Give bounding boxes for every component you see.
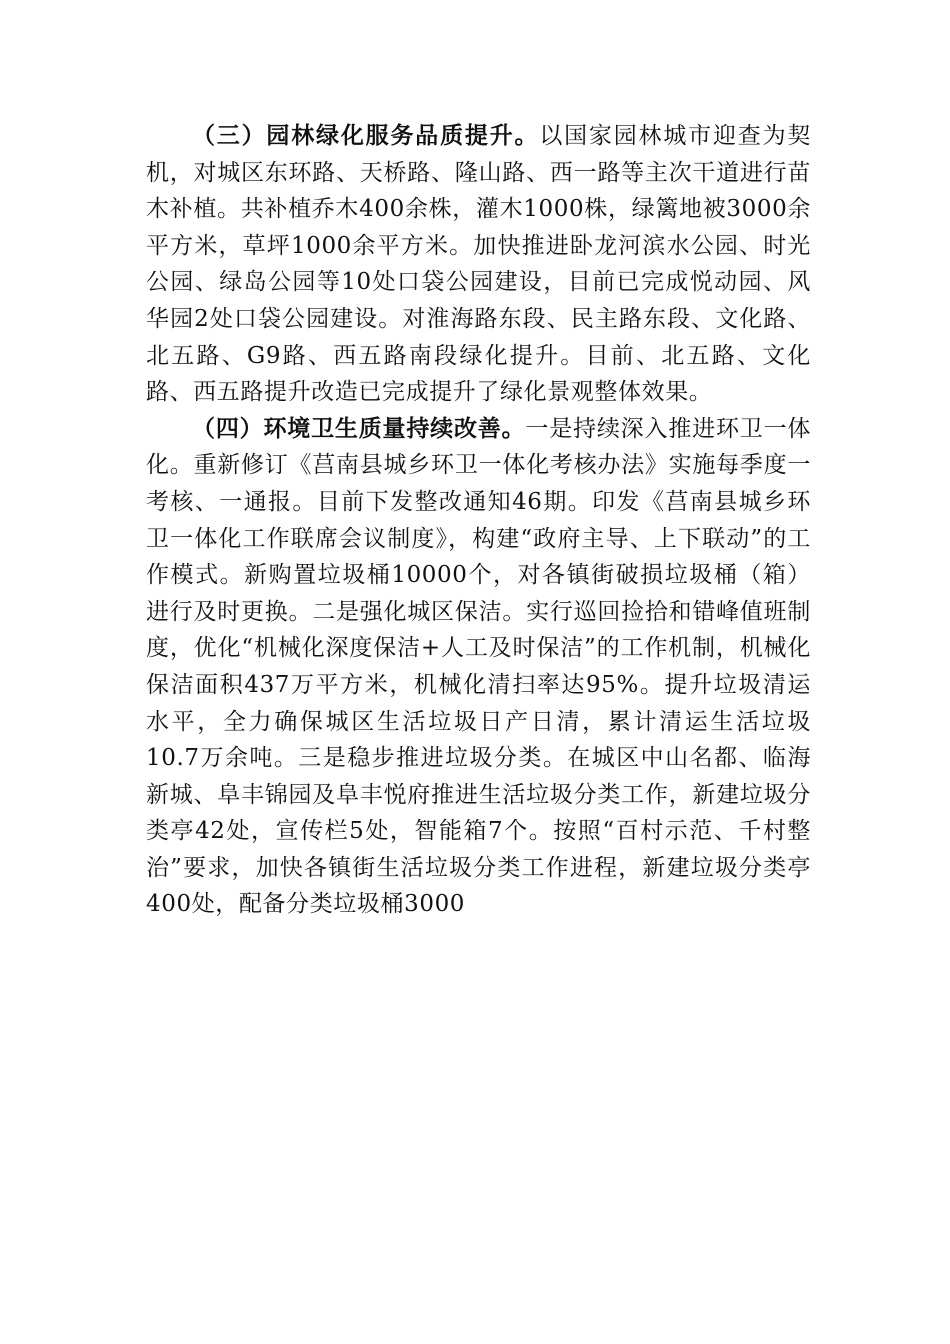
paragraph-landscaping (146, 118, 811, 411)
paragraph-heading: （三）园林绿化服务品质提升。 (192, 122, 540, 149)
paragraph-sanitation (146, 411, 811, 923)
document-body (146, 118, 811, 923)
paragraph-text: 一是持续深入推进环卫一体化。重新修订《莒南县城乡环卫一体化考核办法》实施每季度一考核、一通报。目前下发整改通知46期。印发《莒南县城乡环卫一体化工作联席会议制度》，构建“政府主导、上下联动”的工作模式。新购置垃圾桶10000个，对各镇街破损垃圾桶（箱）进行及时更换。二是强化城区保洁。实行巡回捡拾和错峰值班制度，优化“机械化深度保洁+人工及时保洁”的工作机制，机械化保洁面积437万平方米，机械化清扫率达95%。提升垃圾清运水平，全力确保城区生活垃圾日产日清，累计清运生活垃圾10.7万余吨。三是稳步推进垃圾分类。在城区中山名都、临海新城、阜丰锦园及阜丰悦府推进生活垃圾分类工作，新建垃圾分类亭42处，宣传栏5处，智能箱7个。按照“百村示范、千村整治”要求，加快各镇街生活垃圾分类工作进程，新建垃圾分类亭400处，配备分类垃圾桶3000 (146, 415, 811, 918)
paragraph-text: 以国家园林城市迎查为契机，对城区东环路、天桥路、隆山路、西一路等主次干道进行苗木补植。共补植乔木400余株，灌木1000株，绿篱地被3000余平方米，草坪1000余平方米。加快推进卧龙河滨水公园、时光公园、绿岛公园等10处口袋公园建设，目前已完成悦动园、风华园2处口袋公园建设。对淮海路东段、民主路东段、文化路、北五路、G9路、西五路南段绿化提升。目前、北五路、文化路、西五路提升改造已完成提升了绿化景观整体效果。 (146, 123, 811, 406)
paragraph-heading: （四）环境卫生质量持续改善。 (192, 414, 526, 442)
